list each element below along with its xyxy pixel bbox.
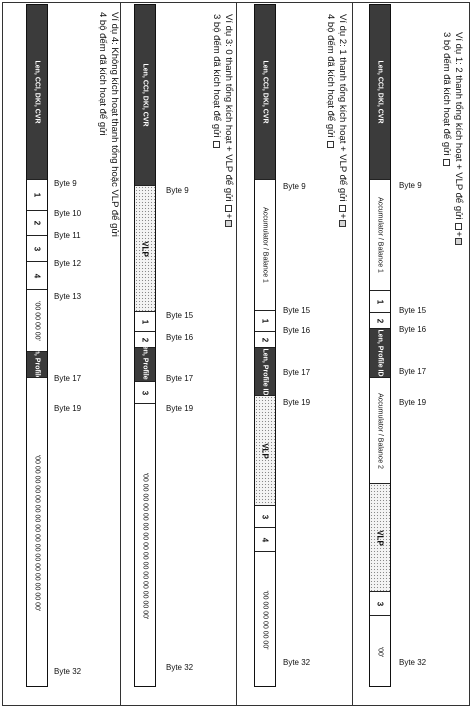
empty-box-icon [455, 223, 462, 230]
byte-label: Byte 19 [283, 398, 311, 407]
panel-example-2 [236, 0, 352, 710]
byte-bar [134, 4, 156, 687]
title-line-2: 4 bộ đếm đã kích hoạt để gửi [325, 14, 336, 138]
panel-title [96, 12, 120, 237]
byte-label: Byte 15 [166, 311, 194, 320]
header-label: Len, CCI, DKI, CVR [261, 60, 269, 124]
byte-label: Byte 32 [399, 658, 427, 667]
title-line-1: Ví dụ 3: 0 thanh tổng kích hoạt + VLP để gửi [223, 14, 234, 202]
padding-label: '00 00 00 00 00 00 00 00 00 00 00 00 00 00 00' [141, 472, 149, 620]
byte-label: Byte 32 [166, 663, 194, 672]
segment-padding [370, 615, 390, 688]
profile-label: Len, Profile ID [376, 329, 384, 377]
profile-label: Len, Profile ID [33, 340, 41, 389]
dotted-box-icon [455, 238, 462, 245]
title-line-1: Ví dụ 2: 1 thanh tổng kích hoạt + VLP để gửi [337, 14, 348, 202]
profile-label: Len, Profile ID [261, 347, 269, 396]
byte-label: Byte 16 [166, 333, 194, 342]
empty-box-icon [339, 205, 346, 212]
segment-profile [370, 328, 390, 377]
panel-example-3 [120, 0, 236, 710]
byte-bar [369, 4, 391, 687]
panel-example-4 [4, 0, 120, 710]
segment-counter-2 [27, 210, 47, 235]
segment-counter-3 [27, 235, 47, 261]
segment-vlp [255, 395, 275, 505]
panel-title: Ví dụ 1: 2 thanh tổng kích hoạt + VLP để gửi + 3 bộ đếm đã kích hoạt để gửi [440, 32, 464, 246]
segment-padding [255, 551, 275, 688]
counter-3: 3 [140, 390, 150, 395]
segment-counter-4 [27, 261, 47, 289]
segment-padding [135, 403, 155, 688]
byte-label: Byte 17 [54, 374, 82, 383]
segment-accumulator-1 [370, 179, 390, 290]
counter-3: 3 [32, 246, 42, 251]
segment-counter-3 [135, 381, 155, 403]
vlp-label: VLP [375, 529, 385, 546]
counter-1: 1 [375, 299, 385, 304]
segment-counter-2 [255, 331, 275, 347]
counter-2: 2 [375, 318, 385, 323]
panel-title: Ví dụ 2: 1 thanh tổng kích hoạt + VLP để gửi + 4 bộ đếm đã kích hoạt để gửi [324, 14, 348, 228]
accumulator-1-label: Accumulator / Balance 1 [261, 207, 269, 283]
segment-header [135, 5, 155, 185]
title-line-2: 3 bộ đếm đã kích hoạt để gửi [441, 32, 452, 156]
counter-2: 2 [140, 337, 150, 342]
segment-accumulator-2 [370, 377, 390, 483]
byte-label: Byte 13 [54, 292, 82, 301]
segment-vlp [135, 185, 155, 311]
counter-box-icon [443, 159, 450, 166]
segment-vlp [370, 483, 390, 591]
counter-4: 4 [260, 537, 270, 542]
padding-label: '00 00 00 00 00 00 00 00 00 00 00 00 00 00 00 00' [33, 454, 41, 612]
byte-label: Byte 9 [283, 182, 306, 191]
counter-3: 3 [260, 514, 270, 519]
segment-header [255, 5, 275, 179]
segment-header [370, 5, 390, 179]
padding-label: '00' [376, 646, 384, 658]
byte-label: Byte 15 [399, 306, 427, 315]
counter-2: 2 [32, 220, 42, 226]
dotted-box-icon [339, 220, 346, 227]
title-line-1: Ví dụ 1: 2 thanh tổng kích hoạt + VLP để gửi [453, 32, 464, 220]
header-label: Len, CCI, DKI, CVR [33, 60, 41, 124]
byte-label: Byte 32 [54, 667, 82, 676]
zeros-label: '00 00 00 00' [33, 300, 41, 341]
header-label: Len, CCI, DKI, CVR [376, 60, 384, 124]
counter-4: 4 [32, 273, 42, 278]
byte-label: Byte 16 [399, 325, 427, 334]
byte-label: Byte 10 [54, 209, 82, 218]
segment-counter-1 [27, 179, 47, 210]
byte-label: Byte 19 [399, 398, 427, 407]
byte-bar [26, 4, 48, 687]
segment-profile [27, 340, 47, 389]
title-line-1: Ví dụ 4: Không kích hoạt thanh tổng hoặc VLP để gửi [109, 12, 120, 237]
profile-label: Len, Profile ID [141, 340, 149, 389]
segment-padding [27, 377, 47, 688]
byte-label: Byte 9 [399, 181, 422, 190]
segment-counter-1 [370, 290, 390, 312]
segment-counter-4 [255, 527, 275, 551]
byte-label: Byte 16 [283, 326, 311, 335]
header-label: Len, CCI, DKI, CVR [141, 63, 149, 127]
counter-1: 1 [32, 192, 42, 198]
title-line-2: 3 bộ đếm đã kích hoạt để gửi [211, 14, 222, 138]
segment-counter-1 [135, 311, 155, 331]
segment-counter-2 [370, 312, 390, 328]
byte-label: Byte 32 [283, 658, 311, 667]
dotted-box-icon [225, 220, 232, 227]
byte-label: Byte 15 [283, 306, 311, 315]
vlp-label: VLP [140, 240, 150, 257]
accumulator-2-label: Accumulator / Balance 2 [376, 392, 384, 469]
byte-label: Byte 12 [54, 259, 82, 268]
panel-title: Ví dụ 3: 0 thanh tổng kích hoạt + VLP để gửi + 3 bộ đếm đã kích hoạt để gửi [210, 14, 234, 228]
counter-box-icon [327, 141, 334, 148]
counter-2: 2 [260, 337, 270, 342]
segment-profile [135, 340, 155, 389]
segment-profile [255, 347, 275, 395]
byte-label: Byte 9 [54, 179, 77, 188]
segment-counter-3 [255, 505, 275, 527]
segment-header [27, 5, 47, 179]
accumulator-1-label: Accumulator / Balance 1 [376, 197, 384, 273]
padding-label: '00 00 00 00 00 00' [261, 590, 269, 650]
byte-label: Byte 9 [166, 186, 189, 195]
counter-3: 3 [375, 601, 385, 606]
byte-label: Byte 11 [54, 231, 81, 240]
byte-label: Byte 17 [399, 367, 427, 376]
counter-1: 1 [140, 319, 150, 324]
byte-bar [254, 4, 276, 687]
empty-box-icon [225, 205, 232, 212]
vlp-label: VLP [260, 442, 270, 459]
counter-1: 1 [260, 318, 270, 324]
segment-counter-3 [370, 591, 390, 615]
segment-accumulator-1 [255, 179, 275, 310]
byte-label: Byte 17 [283, 368, 311, 377]
byte-label: Byte 19 [166, 404, 194, 413]
title-line-2: 4 bộ đếm đã kích hoạt để gửi [97, 12, 108, 136]
byte-label: Byte 17 [166, 374, 194, 383]
byte-label: Byte 19 [54, 404, 82, 413]
segment-counter-1 [255, 310, 275, 331]
counter-box-icon [213, 141, 220, 148]
panel-example-1 [352, 0, 468, 710]
